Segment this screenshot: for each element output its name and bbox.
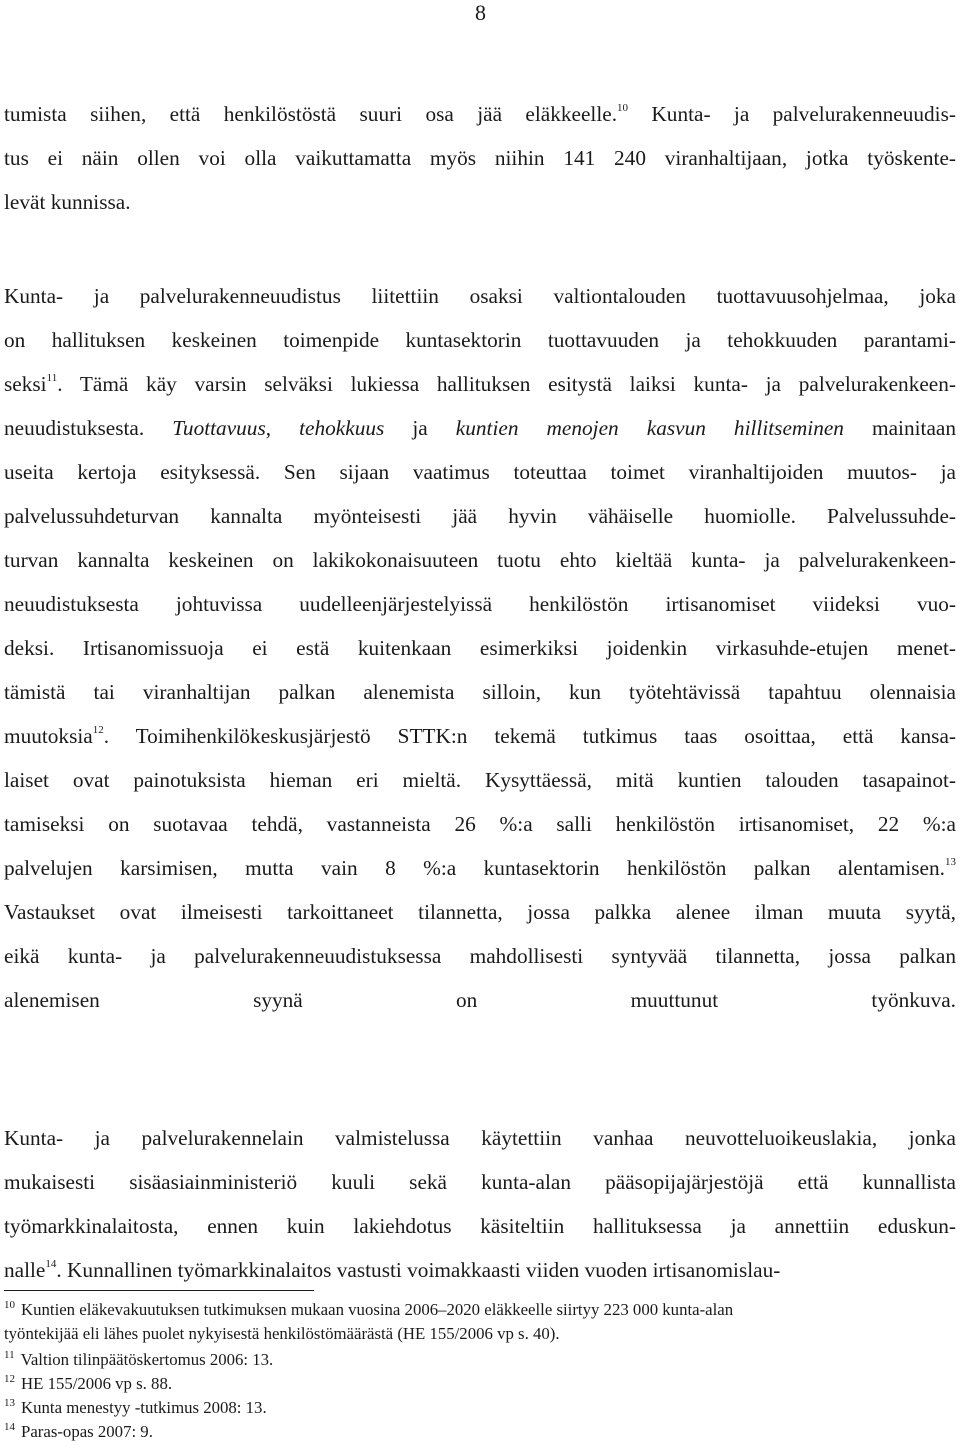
text-line (4, 328, 956, 352)
text-line (4, 680, 956, 704)
text-line (4, 1214, 956, 1238)
text-run: neuudistuksesta johtuvissa uudelleenjärjestelyissä henkilöstön irtisanomiset viideksi vuo- (4, 592, 956, 616)
footnote-text: työntekijää eli lähes puolet nykyisestä henkilöstömäärästä (HE 155/2006 vp s. 40). (4, 1324, 560, 1343)
footnote-text: Kunta menestyy -tutkimus 2008: 13. (21, 1398, 267, 1417)
text-line (4, 944, 956, 968)
text-line (4, 724, 956, 748)
text-line (4, 1258, 956, 1282)
text-run: muutoksia (4, 724, 93, 748)
text-line (4, 146, 956, 170)
text-run: eikä kunta- ja palvelurakenneuudistuksessa mahdollisesti syntyvää tilannetta, jossa palkan (4, 944, 956, 968)
text-line (4, 504, 956, 528)
text-run: levät kunnissa. (4, 190, 131, 214)
footnote-number: 11 (4, 1349, 15, 1361)
text-line (4, 1170, 956, 1194)
footnote-number: 13 (4, 1397, 15, 1409)
text-run: laiset ovat painotuksista hieman eri mieltä. Kysyttäessä, mitä kuntien talouden tasapainot- (4, 768, 956, 792)
text-run: neuudistuksesta. (4, 416, 173, 440)
footnote-line (4, 1324, 956, 1344)
footnote-number: 10 (4, 1299, 15, 1311)
footnote-line (4, 1350, 956, 1370)
text-run: tämistä tai viranhaltijan palkan alenemista silloin, kun työtehtävissä tapahtuu olennaisia (4, 680, 956, 704)
text-run: Kunta- ja palvelurakenneuudistus liitettiin osaksi valtiontalouden tuottavuusohjelmaa, joka (4, 284, 956, 308)
text-line (4, 284, 956, 308)
text-run: Vastaukset ovat ilmeisesti tarkoittaneet tilannetta, jossa palkka alenee ilman muuta syytä, (4, 900, 956, 924)
text-run: , (265, 416, 300, 440)
footnote-line (4, 1300, 956, 1320)
italic-term: Tuottavuus (172, 416, 266, 440)
text-line (4, 768, 956, 792)
text-line (4, 592, 956, 616)
footnote-line (4, 1398, 956, 1418)
text-run: tus ei näin ollen voi olla vaikuttamatta myös niihin 141 240 viranhaltijaan, jotka työskente- (4, 146, 956, 170)
text-run: deksi. Irtisanomissuoja ei estä kuitenkaan esimerkiksi joidenkin virkasuhde-etujen menet- (4, 636, 956, 660)
footnote-text: Kuntien eläkevakuutuksen tutkimuksen mukaan vuosina 2006–2020 eläkkeelle siirtyy 223 000 kunta-alan (21, 1300, 734, 1319)
text-line (4, 460, 956, 484)
text-line (4, 1126, 956, 1150)
text-run: nalle (4, 1258, 46, 1282)
italic-term: tehokkuus (299, 416, 385, 440)
footnote-ref: 11 (46, 372, 58, 384)
footnote-ref: 10 (617, 102, 629, 114)
text-line (4, 900, 956, 924)
text-run: mainitaan (843, 416, 956, 440)
text-line (4, 988, 956, 1012)
footnote-line (4, 1374, 956, 1394)
text-run: palvelujen karsimisen, mutta vain 8 %:a kuntasektorin henkilöstön palkan alentamisen. (4, 856, 945, 880)
footnote-number: 14 (4, 1421, 15, 1433)
text-run: on hallituksen keskeinen toimenpide kuntasektorin tuottavuuden ja tehokkuuden parantami- (4, 328, 956, 352)
footnote-text: HE 155/2006 vp s. 88. (21, 1374, 173, 1393)
text-line (4, 856, 956, 880)
footnote-line (4, 1422, 956, 1442)
footnote-ref: 14 (45, 1258, 57, 1270)
text-run: . Toimihenkilökeskusjärjestö STTK:n tekemä tutkimus taas osoittaa, että kansa- (103, 724, 956, 748)
text-line (4, 636, 956, 660)
text-run: alenemisen syynä on muuttunut työnkuva. (4, 988, 956, 1012)
text-run: useita kertoja esityksessä. Sen sijaan vaatimus toteuttaa toimet viranhaltijoiden muutos- ja (4, 460, 956, 484)
text-line (4, 416, 956, 440)
text-run: työmarkkinalaitosta, ennen kuin lakiehdotus käsiteltiin hallituksessa ja annettiin eduskun- (4, 1214, 956, 1238)
text-run: ja (384, 416, 456, 440)
italic-term: kuntien menojen kasvun hillitseminen (455, 416, 844, 440)
footnote-separator (4, 1290, 314, 1291)
footnote-ref: 12 (92, 724, 104, 736)
text-line (4, 102, 956, 126)
footnote-ref: 13 (945, 856, 956, 868)
footnote-text: Valtion tilinpäätöskertomus 2006: 13. (20, 1350, 274, 1369)
text-run: palvelussuhdeturvan kannalta myönteisesti jää hyvin vähäiselle huomiolle. Palvelussuhde- (4, 504, 956, 528)
text-line (4, 812, 956, 836)
text-line (4, 372, 956, 396)
text-line (4, 548, 956, 572)
text-run: tamiseksi on suotavaa tehdä, vastanneista 26 %:a salli henkilöstön irtisanomiset, 22 %:a (4, 812, 956, 836)
footnote-text: Paras-opas 2007: 9. (21, 1422, 153, 1441)
text-run: mukaisesti sisäasiainministeriö kuuli sekä kunta-alan pääsopijajärjestöjä että kunnallista (4, 1170, 956, 1194)
text-run: tumista siihen, että henkilöstöstä suuri osa jää eläkkeelle. (4, 102, 618, 126)
text-run: seksi (4, 372, 47, 396)
text-run: . Tämä käy varsin selväksi lukiessa hallituksen esitystä laiksi kunta- ja palvelurakenkeen- (57, 372, 956, 396)
footnote-number: 12 (4, 1373, 15, 1385)
text-run: turvan kannalta keskeinen on lakikokonaisuuteen tuotu ehto kieltää kunta- ja palvelurakenkeen- (4, 548, 956, 572)
text-line (4, 190, 956, 214)
page-number: 8 (475, 0, 486, 25)
text-run: Kunta- ja palvelurakennelain valmistelussa käytettiin vanhaa neuvotteluoikeuslakia, jonka (4, 1126, 956, 1150)
text-run: Kunta- ja palvelurakenneuudis- (628, 102, 956, 126)
text-run: . Kunnallinen työmarkkinalaitos vastusti voimakkaasti viiden vuoden irtisanomislau- (56, 1258, 781, 1282)
